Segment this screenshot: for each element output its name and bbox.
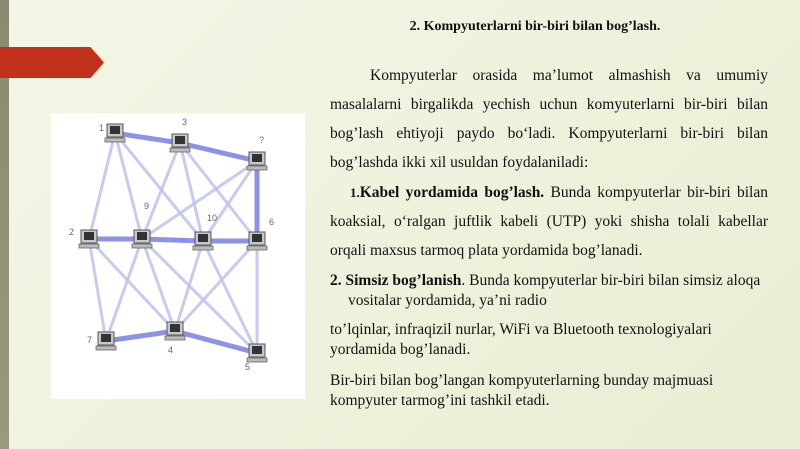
item-cable-title: Kabel yordamida bog’lash. (359, 184, 545, 201)
closing-paragraph: Bir-biri bilan bog’langan kompyuterlarning bunday majmuasi kompyuter tarmog’ini tashkil etadi. (330, 372, 714, 409)
computer-node-icon (132, 230, 152, 248)
node-label: 3 (182, 117, 188, 127)
network-link (142, 239, 175, 331)
node-label: 4 (168, 345, 174, 355)
node-label: ? (259, 135, 265, 145)
network-link (203, 241, 257, 353)
computer-node-icon (247, 152, 267, 170)
node-label: 5 (245, 362, 251, 372)
computer-node-icon (170, 134, 190, 152)
computer-node-icon (247, 344, 267, 362)
item-wireless-text-a: . Bunda kompyuterlar bir-biri bilan simsiz aloqa vositalar yordamida, ya’ni radio (348, 272, 761, 309)
computer-node-icon (96, 332, 116, 350)
computer-node-icon (105, 124, 125, 142)
computer-node-icon (193, 232, 213, 250)
intro-paragraph: Kompyuterlar orasida ma’lumot almashish va umumiy masalalarni birgalikda yechish uchun komyuterlarni bir-biri bilan bog’lash ehtiyoji paydo bo‘ladi. Kompyuterlarni bir-biri bilan bog’lashda ikki xil usuldan foydalaniladi: (330, 67, 768, 171)
network-link (142, 239, 203, 241)
item-wireless-number: 2. (330, 272, 342, 289)
network-diagram (51, 113, 305, 399)
node-label: 7 (87, 335, 93, 345)
node-label: 2 (69, 227, 75, 237)
node-label: 1 (99, 123, 105, 133)
computer-node-icon (247, 232, 267, 250)
network-link (89, 133, 115, 239)
computer-node-icon (79, 230, 99, 248)
computer-node-icon (165, 322, 185, 340)
item-cable-number: 1. (350, 185, 360, 200)
item-cable (330, 178, 768, 265)
node-label: 9 (144, 201, 150, 211)
node-label: 6 (269, 217, 275, 227)
item-wireless (330, 271, 768, 360)
item-wireless-text-b: to’lqinlar, infraqizil nurlar, WiFi va Bluetooth texnologiyalari yordamida bog’lanadi. (330, 321, 712, 358)
item-wireless-title: Simsiz bog’lanish (345, 272, 462, 289)
node-label: 10 (207, 213, 218, 223)
red-arrow-accent (0, 47, 104, 78)
slide-heading: 2. Kompyuterlarni bir-biri bilan bog’lash. (409, 19, 661, 34)
item-cable-text: Bunda kompyuterlar bir-biri bilan koaksial, o‘ralgan juftlik kabeli (UTP) yoki shisha tolali kabellar orqali maxsus tarmoq plata yordamida bog’lanadi. (330, 184, 768, 259)
